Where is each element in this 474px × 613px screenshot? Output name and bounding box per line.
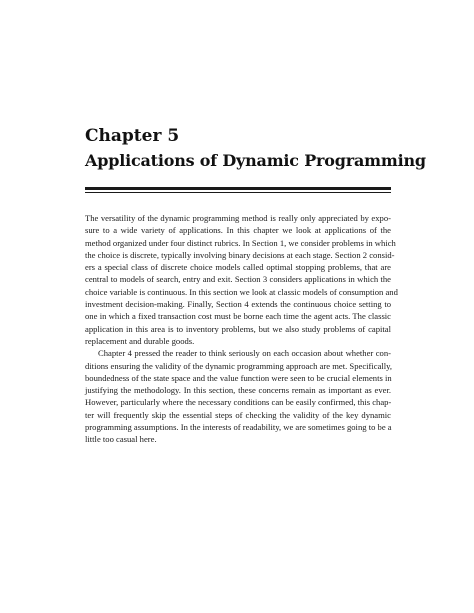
text-line: method organized under four distinct rubrics. In Section 1, we consider problems in which (85, 237, 396, 248)
text-line: programming assumptions. In the interests of readability, we are sometimes going to be a (85, 422, 392, 433)
text-line: sure to a wide variety of applications. In this chapter we look at applications of the (85, 225, 391, 236)
text-line: application in this area is to inventory problems, but we also study problems of capital (85, 323, 391, 334)
paragraph (85, 347, 391, 445)
text-line: ter will frequently skip the essential steps of checking the validity of the key dynamic (85, 409, 391, 420)
text-line: ers a special class of discrete choice models called optimal stopping problems, that are (85, 262, 391, 273)
text-line: the choice is discrete, typically involving binary decisions at each stage. Section 2 consid- (85, 249, 395, 260)
text-line: replacement and durable goods. (85, 335, 195, 346)
title-rule-thin (85, 192, 391, 193)
text-line: The versatility of the dynamic programming method is really only appreciated by expo- (85, 213, 391, 223)
text-line: justifying the methodology. In this section, these concerns remain as important as ever. (85, 385, 391, 396)
text-line: one in which a fixed transaction cost must be borne each time the agent acts. The classic (85, 311, 391, 322)
text-line: choice variable is continuous. In this section we look at classic models of consumption and (85, 286, 398, 297)
text-line: Chapter 4 pressed the reader to think seriously on each occasion about whether con- (98, 348, 391, 359)
title-rule-thick (85, 187, 391, 190)
chapter-body (85, 212, 398, 446)
paragraph (85, 212, 398, 347)
text-line: little too casual here. (85, 434, 157, 445)
chapter-number: Chapter 5 (85, 126, 180, 146)
text-line: investment decision-making. Finally, Section 4 extends the continuous choice setting to (85, 299, 391, 310)
text-line: central to models of search, entry and exit. Section 3 considers applications in which the (85, 274, 391, 285)
chapter-title: Applications of Dynamic Programming (85, 151, 426, 170)
text-line: ditions ensuring the validity of the dynamic programming approach are met. Specifically, (85, 360, 393, 371)
text-line: However, particularly where the necessary conditions can be easily confirmed, this chap- (85, 397, 392, 408)
text-line: boundedness of the state space and the value function were seen to be crucial elements in (85, 372, 392, 383)
